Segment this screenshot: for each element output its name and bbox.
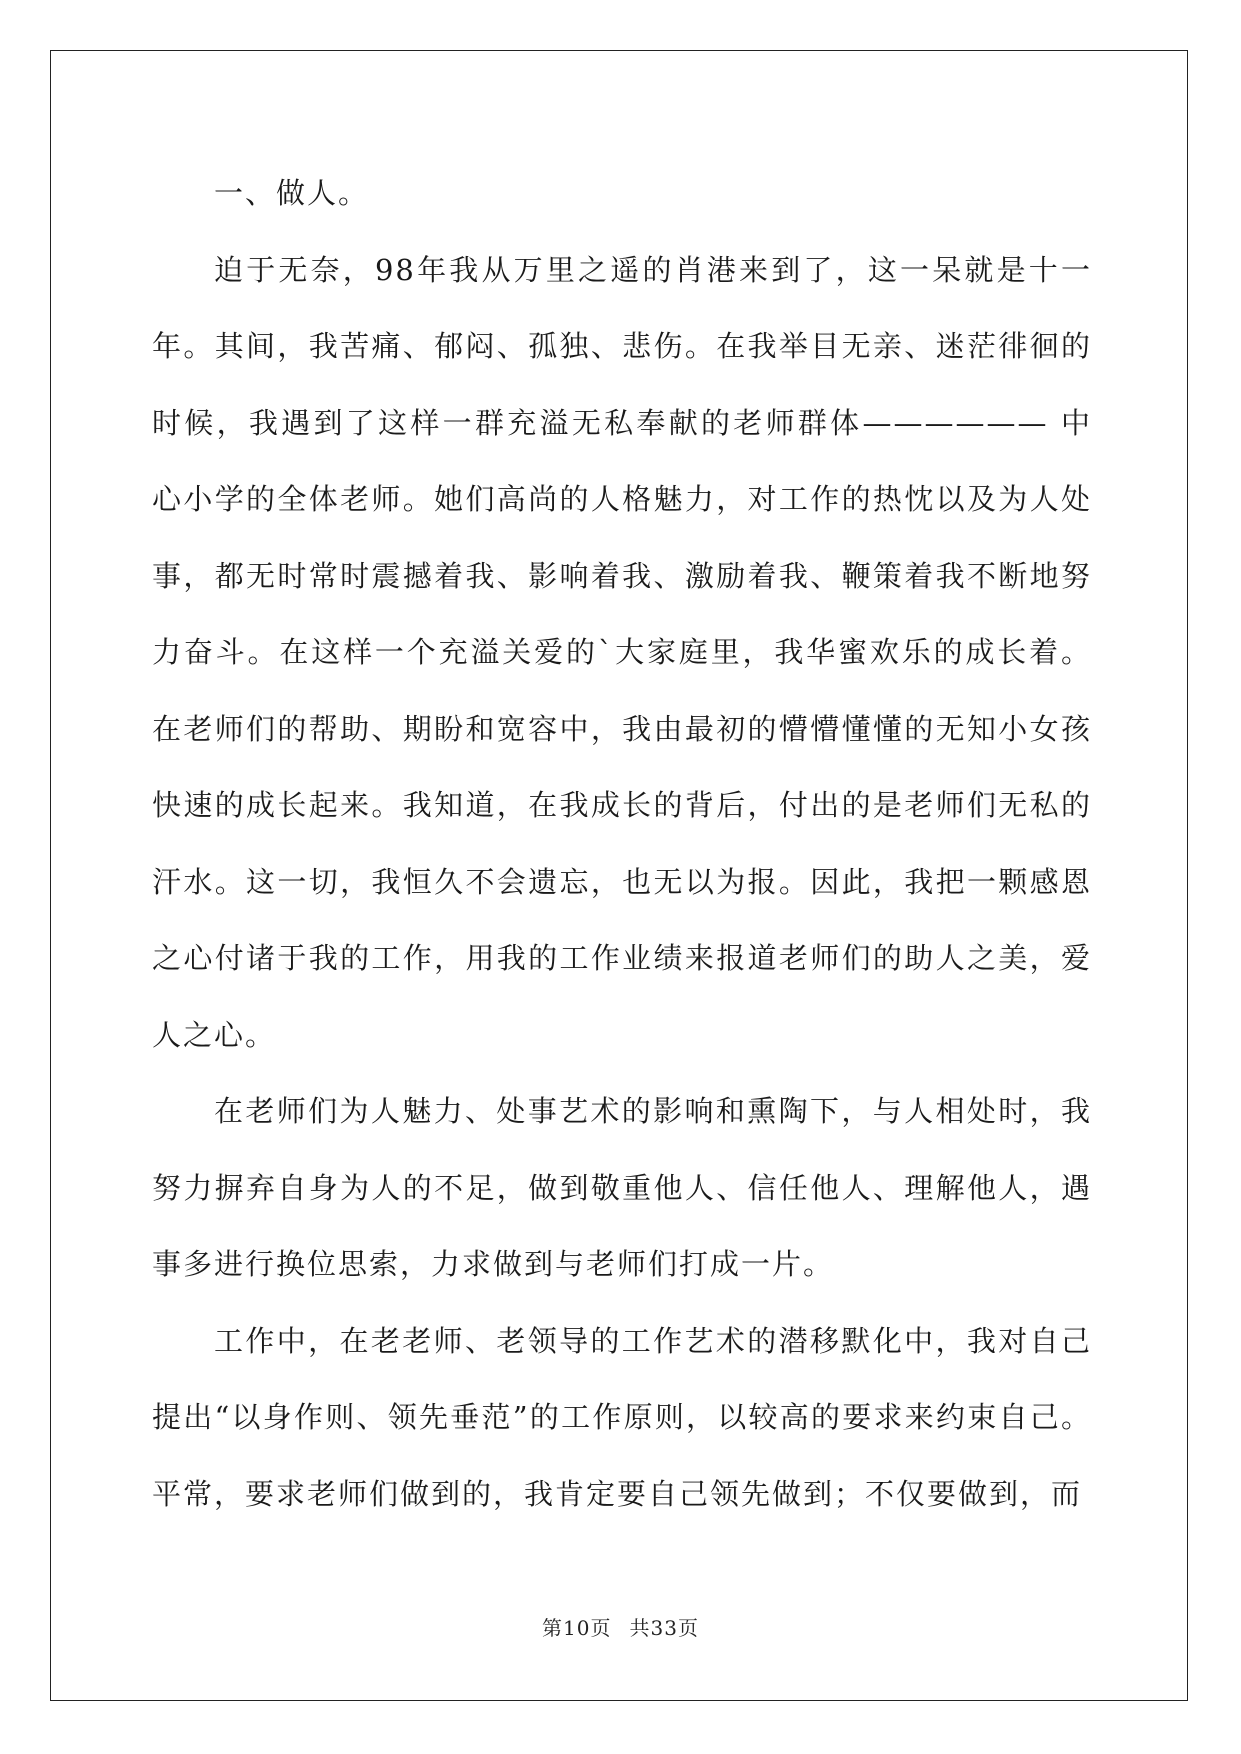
document-body [152, 155, 1092, 1532]
page-total: 共33页 [629, 1616, 699, 1640]
paragraph: 在老师们为人魅力、处事艺术的影响和熏陶下，与人相处时，我努力摒弃自身为人的不足，做到敬重他人、信任他人、理解他人，遇事多进行换位思索，力求做到与老师们打成一片。 [152, 1094, 1092, 1281]
page-number: 第10页 [542, 1616, 612, 1640]
paragraph: 迫于无奈，98年我从万里之遥的肖港来到了，这一呆就是十一年。其间，我苦痛、郁闷、孤独、悲伤。在我举目无亲、迷茫徘徊的时候，我遇到了这样一群充溢无私奉献的老师群体—————— 中心小学的全体老师。她们高尚的人格魅力，对工作的热忱以及为人处事，都无时常时震撼着我、影响着我、激励着我、鞭策着我不断地努力奋斗。在这样一个充溢关爱的`大家庭里，我华蜜欢乐的成长着。在老师们的帮助、期盼和宽容中，我由最初的懵懵懂懂的无知小女孩快速的成长起来。我知道，在我成长的背后，付出的是老师们无私的汗水。这一切，我恒久不会遗忘，也无以为报。因此，我把一颗感恩之心付诸于我的工作，用我的工作业绩来报道老师们的助人之美，爱人之心。 [152, 252, 1092, 1052]
page-footer [0, 1612, 1241, 1641]
paragraph: 工作中，在老老师、老领导的工作艺术的潜移默化中，我对自己提出“以身作则、领先垂范”的工作原则，以较高的要求来约束自己。平常，要求老师们做到的，我肯定要自己领先做到；不仅要做到，而 [152, 1323, 1092, 1511]
paragraph-heading: 一、做人。 [214, 176, 370, 210]
